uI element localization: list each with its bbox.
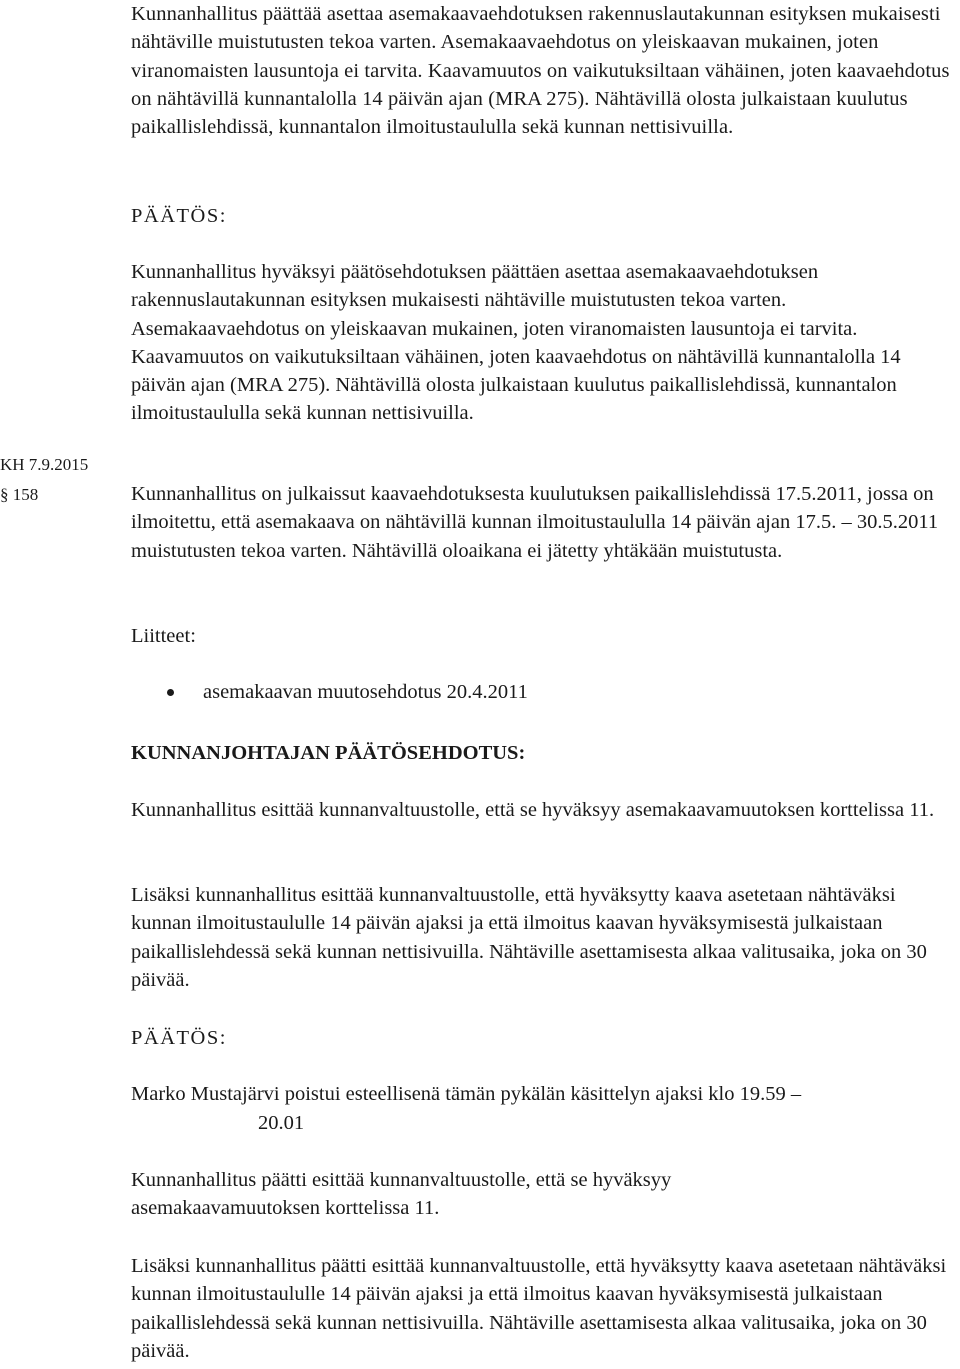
proposal-paragraph-2: Lisäksi kunnanhallitus esittää kunnanvaltuustolle, että hyväksytty kaava asetetaan nähtäväksi kunnan ilmoitustaululle 14 päivän ajaksi ja että ilmoitus kaavan hyväksymisestä julkaistaan paikallislehdessä sekä kunnan nettisivuilla. Nähtäville asettamisesta alkaa valitusaika, joka on 30 päivää. — [131, 884, 927, 991]
section-ref: § 158 — [0, 485, 39, 504]
proposal-paragraph-1: Kunnanhallitus esittää kunnanvaltuustolle, että se hyväksyy asemakaavamuutoksen korttelissa 11. — [131, 799, 935, 821]
disqualification-line-2: 20.01 — [258, 1112, 305, 1134]
section-paragraph: Kunnanhallitus on julkaissut kaavaehdotuksesta kuulutuksen paikallislehdissä 17.5.2011, jossa on ilmoitettu, että asemakaava on nähtävillä kunnan ilmoitustaululla 14 päivän ajan 17.5. – 30.5.2011 muistutusten tekoa varten. Nähtävillä oloaikana ei jätetty yhtäkään muistutusta. — [131, 483, 939, 562]
decision-heading-1: PÄÄTÖS: — [131, 205, 227, 227]
list-item — [131, 678, 528, 706]
decision-heading-2: PÄÄTÖS: — [131, 1027, 227, 1049]
attachment-label[interactable]: asemakaavan muutosehdotus 20.4.2011 — [203, 681, 528, 703]
intro-paragraph: Kunnanhallitus päättää asettaa asemakaavaehdotuksen rakennuslautakunnan esityksen mukaisesti nähtäville muistutusten tekoa varten. Asemakaavaehdotus on yleiskaavan mukainen, joten viranomaisten lausuntoja ei tarvita. Kaavamuutos on vaikutuksiltaan vähäinen, joten kaavaehdotus on nähtävillä kunnantalolla 14 päivän ajan (MRA 275). Nähtävillä olosta julkaistaan kuulutus paikallislehdissä, kunnantalon ilmoitustaululla sekä kunnan nettisivuilla. — [131, 3, 950, 139]
disqualification-line-1: Marko Mustajärvi poistui esteellisenä tämän pykälän käsittelyn ajaksi klo 19.59 – — [131, 1083, 802, 1105]
attachments-list — [131, 678, 528, 706]
decision-paragraph-2: Kunnanhallitus päätti esittää kunnanvaltuustolle, että se hyväksyy asemakaavamuutoksen korttelissa 11. — [131, 1169, 672, 1220]
decision-paragraph-3: Lisäksi kunnanhallitus päätti esittää kunnanvaltuustolle, että hyväksytty kaava asetetaan nähtäväksi kunnan ilmoitustaululle 14 päivän ajaksi ja että ilmoitus kaavan hyväksymisestä julkaistaan paikallislehdessä sekä kunnan nettisivuilla. Nähtäville asettamisesta alkaa valitusaika, joka on 30 päivää. — [131, 1255, 947, 1362]
manager-proposal-heading: KUNNANJOHTAJAN PÄÄTÖSEHDOTUS: — [131, 742, 526, 764]
attachments-heading: Liitteet: — [131, 625, 196, 647]
bullet-icon — [167, 689, 174, 696]
meeting-ref: KH 7.9.2015 — [0, 455, 89, 474]
decision-paragraph-1: Kunnanhallitus hyväksyi päätösehdotuksen päättäen asettaa asemakaavaehdotuksen rakennuslautakunnan esityksen mukaisesti nähtäville muistutusten tekoa varten. Asemakaavaehdotus on yleiskaavan mukainen, joten viranomaisten lausuntoja ei tarvita. Kaavamuutos on vaikutuksiltaan vähäinen, joten kaavaehdotus on nähtävillä kunnantalolla 14 päivän ajan (MRA 275). Nähtävillä olosta julkaistaan kuulutus paikallislehdissä, kunnantalon ilmoitustaululla sekä kunnan nettisivuilla. — [131, 261, 901, 425]
